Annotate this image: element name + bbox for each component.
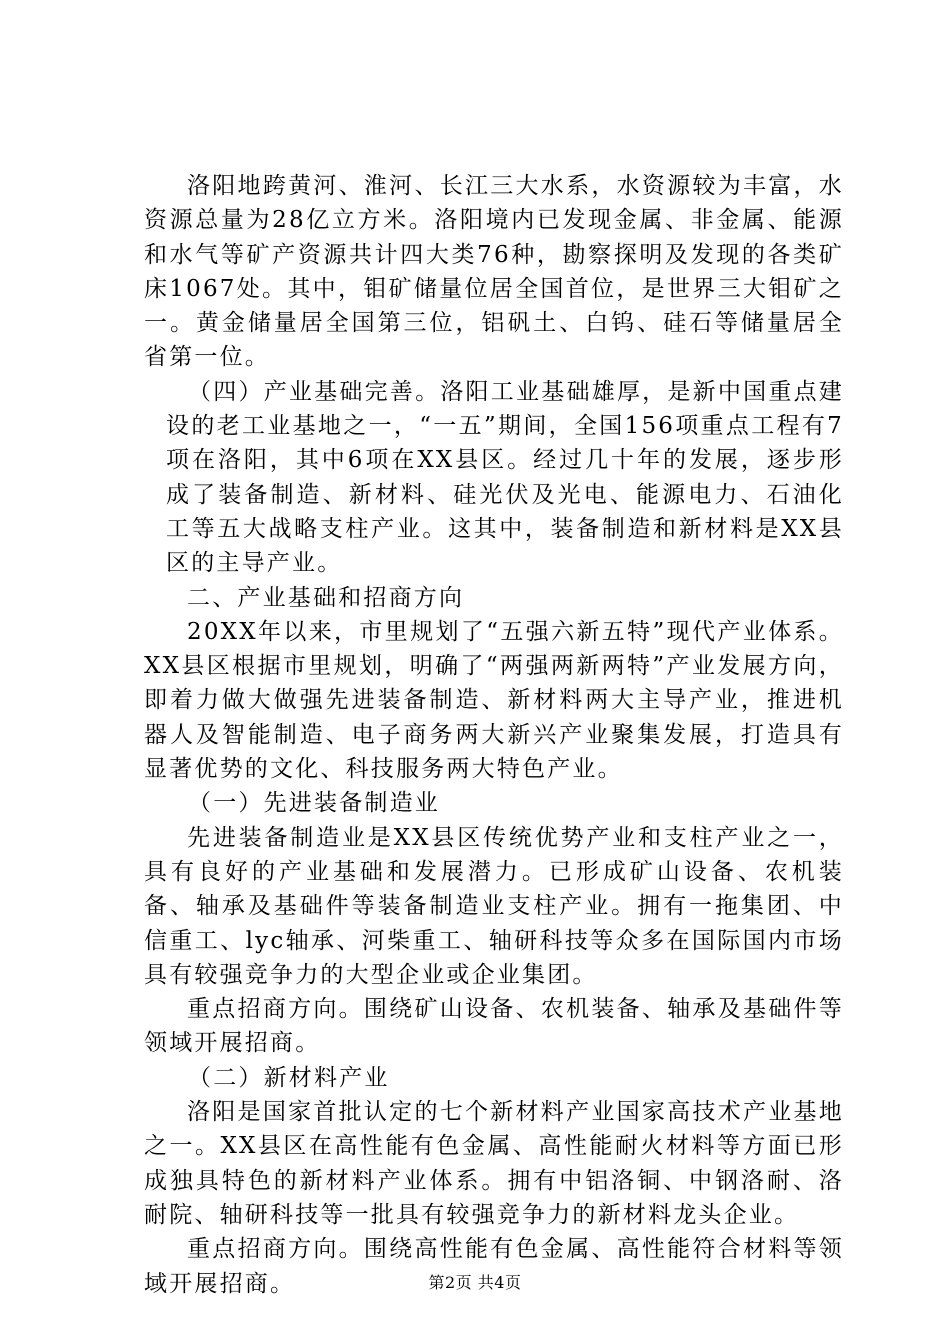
paragraph-equipment-investment-direction: 重点招商方向。围绕矿山设备、农机装备、轴承及基础件等领域开展招商。 [144, 996, 844, 1057]
section-heading-industry-direction: 二、产业基础和招商方向 [187, 584, 465, 611]
subheading-advanced-equipment: （一）先进装备制造业 [188, 790, 440, 817]
subheading-new-materials: （二）新材料产业 [188, 1064, 390, 1091]
paragraph-water-minerals: 洛阳地跨黄河、淮河、长江三大水系，水资源较为丰富，水资源总量为28亿立方米。洛阳境内已发现金属、非金属、能源和水气等矿产资源共计四大类76种，勘察探明及发现的各类矿床1067处。其中，钼矿储量位居全国首位，是世界三大钼矿之一。黄金储量居全国第三位，铝矾土、白钨、硅石等储量居全省第一位。 [144, 173, 844, 371]
page-number-footer: 第2页 共4页 [428, 1273, 522, 1292]
paragraph-industry-planning: 20XX年以来，市里规划了“五强六新五特”现代产业体系。XX县区根据市里规划，明确了“两强两新两特”产业发展方向，即着力做大做强先进装备制造、新材料两大主导产业，推进机器人及智能制造、电子商务两大新兴产业聚集发展，打造具有显著优势的文化、科技服务两大特色产业。 [144, 618, 844, 783]
paragraph-industrial-base: （四）产业基础完善。洛阳工业基础雄厚，是新中国重点建设的老工业基地之一，“一五”期间，全国156项重点工程有7项在洛阳，其中6项在XX县区。经过几十年的发展，逐步形成了装备制造、新材料、硅光伏及光电、能源电力、石油化工等五大战略支柱产业。这其中，装备制造和新材料是XX县区的主导产业。 [166, 378, 844, 577]
document-body [144, 169, 844, 1301]
paragraph-advanced-equipment: 先进装备制造业是XX县区传统优势产业和支柱产业之一，具有良好的产业基础和发展潜力。已形成矿山设备、农机装备、轴承及基础件等装备制造业支柱产业。拥有一拖集团、中信重工、lyc轴承、河柴重工、轴研科技等众多在国际国内市场具有较强竞争力的大型企业或企业集团。 [144, 824, 844, 988]
paragraph-materials-investment-direction: 重点招商方向。围绕高性能有色金属、高性能符合材料等领域开展招商。 [144, 1236, 844, 1297]
paragraph-new-materials: 洛阳是国家首批认定的七个新材料产业国家高技术产业基地之一。XX县区在高性能有色金属、高性能耐火材料等方面已形成独具特色的新材料产业体系。拥有中铝洛铜、中钢洛耐、洛耐院、轴研科技等一批具有较强竞争力的新材料龙头企业。 [144, 1099, 844, 1228]
